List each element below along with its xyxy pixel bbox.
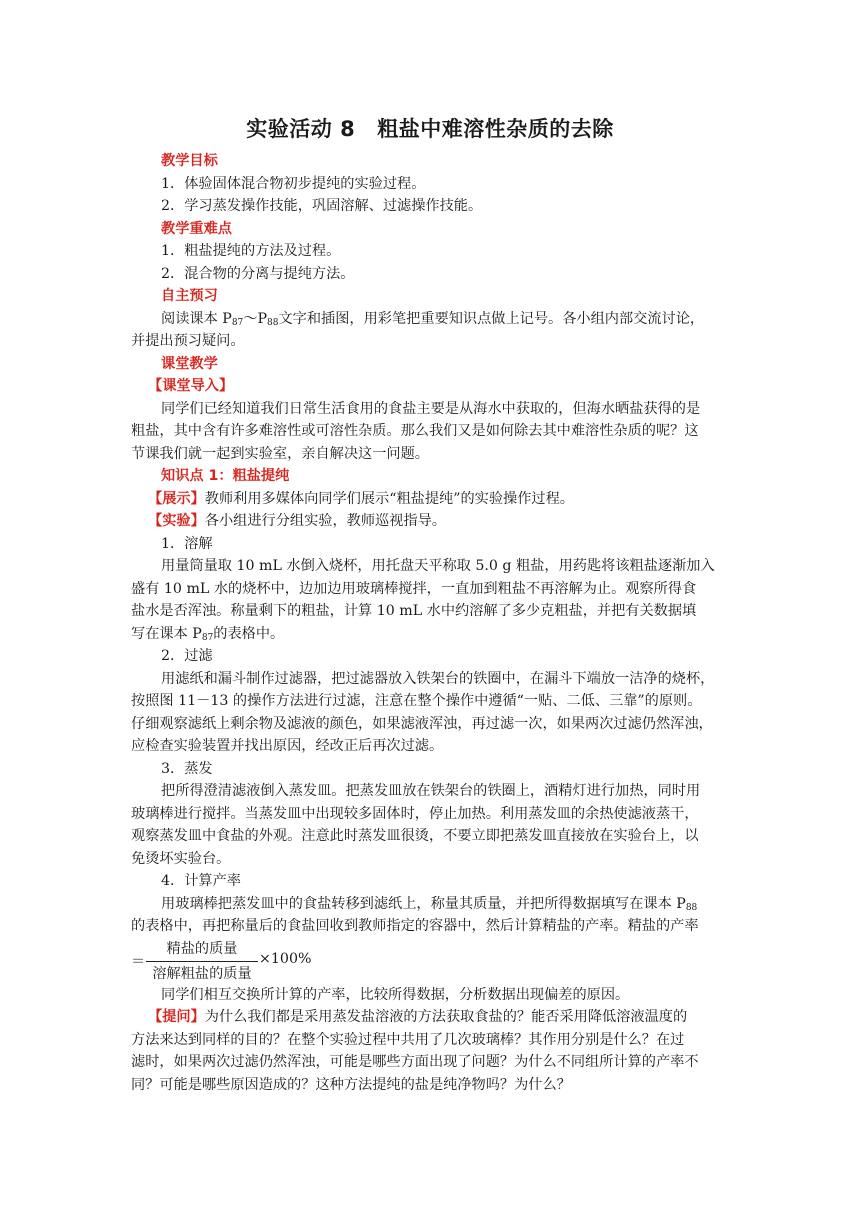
knowledge-point-1-heading: 知识点 1：粗盐提纯 [161,468,290,484]
document-body [131,150,731,1096]
step-4-heading: 4．计算产率 [161,873,241,889]
section-heading-key-points: 教学重难点 [161,220,232,237]
question-line-1: 【提问】为什么我们都是采用蒸发盐溶液的方法获取食盐的？能否采用降低溶液温度的 [148,1009,688,1025]
question-line-3: 滤时，如果两次过滤仍然浑浊，可能是哪些方面出现了问题？为什么不同组所计算的产率不 [131,1054,699,1070]
show-label: 【展示】 [148,490,205,507]
step-3-line-3: 观察蒸发皿中食盐的外观。注意此时蒸发皿很烫，不要立即把蒸发皿直接放在实验台上，以 [131,828,699,844]
formula-denominator: 溶解粗盐的质量 [152,965,252,982]
goal-item-1: 1．体验固体混合物初步提纯的实验过程。 [161,175,426,192]
fraction-bar [146,961,258,962]
step-1-line-4: 写在课本 $P_{87}$的表格中。 [131,625,285,643]
page-title [0,113,860,143]
step-2-heading: 2．过滤 [161,648,213,664]
title-topic: 粗盐中难溶性杂质的去除 [377,117,614,141]
experiment-line: 【实验】各小组进行分组实验，教师巡视指导。 [148,513,446,529]
formula-numerator: 精盐的质量 [166,940,238,957]
question-line-4: 同？可能是哪些原因造成的？这种方法提纯的盐是纯净物吗？为什么？ [131,1076,571,1093]
experiment-label: 【实验】 [148,513,205,529]
section-heading-preview: 自主预习 [161,288,218,304]
intro-heading: 【课堂导入】 [148,378,234,394]
step-3-line-4: 免烫坏实验台。 [131,850,231,867]
step-1-line-2: 盛有 10 mL 水的烧杯中，边加边用玻璃棒搅拌，一直加到粗盐不再溶解为止。观察所得食 [131,580,697,597]
question-label: 【提问】 [148,1009,205,1025]
preview-line-1: 阅读课本 $P_{87}\sim P_{88}$文字和插图，用彩笔把重要知识点做上记号。各小组内部交流讨论， [161,310,705,328]
intro-line-2: 粗盐，其中含有许多难溶性或可溶性杂质。那么我们又是如何除去其中难溶性杂质的呢？这 [131,423,699,439]
step-2-line-4: 应检查实验装置并找出原因，经改正后再次过滤。 [131,738,444,754]
key-point-item-2: 2．混合物的分离与提纯方法。 [161,265,355,282]
preview-line-2: 并提出预习疑问。 [131,333,245,349]
step-4-line-1: 用玻璃棒把蒸发皿中的食盐转移到滤纸上，称量其质量，并把所得数据填写在课本 $P_{88}$ [161,895,698,913]
section-heading-classroom: 课堂教学 [161,355,218,372]
step-3-line-1: 把所得澄清滤液倒入蒸发皿。把蒸发皿放在铁架台的铁圈上，酒精灯进行加热，同时用 [161,783,701,799]
title-number: 实验活动 8 [246,117,356,141]
yield-formula [131,938,731,984]
intro-line-1: 同学们已经知道我们日常生活食用的食盐主要是从海水中获取的，但海水晒盐获得的是 [161,400,701,417]
formula-percent: ×100% [259,950,312,967]
step-2-line-2: 按照图 11－13 的操作方法进行过滤，注意在整个操作中遵循“一贴、二低、三靠”的原则。 [131,693,702,709]
section-heading-goals: 教学目标 [161,153,218,169]
step-2-line-1: 用滤纸和漏斗制作过滤器，把过滤器放入铁架台的铁圈中，在漏斗下端放一洁净的烧杯， [161,670,715,687]
show-line: 【展示】教师利用多媒体向同学们展示“粗盐提纯”的实验操作过程。 [148,490,574,507]
goal-item-2: 2．学习蒸发操作技能，巩固溶解、过滤操作技能。 [161,198,483,214]
step-1-heading: 1．溶解 [161,535,213,552]
question-line-2: 方法来达到同样的目的？在整个实验过程中共用了几次玻璃棒？其作用分别是什么？在过 [131,1031,685,1048]
step-2-line-3: 仔细观察滤纸上剩余物及滤液的颜色，如果滤液浑浊，再过滤一次，如果两次过滤仍然浑浊， [131,715,713,732]
step-1-line-3: 盐水是否浑浊。称量剩下的粗盐，计算 10 mL 水中约溶解了多少克粗盐，并把有关数据填 [131,603,697,619]
intro-line-3: 节课我们就一起到实验室，亲自解决这一问题。 [131,445,429,462]
step-4-line-2: 的表格中，再把称量后的食盐回收到教师指定的容器中，然后计算精盐的产率。精盐的产率 [131,918,699,934]
formula-equals: ＝ [131,953,146,970]
step-1-line-1: 用量筒量取 10 mL 水倒入烧杯，用托盘天平称取 5.0 g 粗盐，用药匙将该粗盐逐渐加入 [161,558,715,574]
step-3-line-2: 玻璃棒进行搅拌。当蒸发皿中出现较多固体时，停止加热。利用蒸发皿的余热使滤液蒸干， [131,805,699,822]
step-3-heading: 3．蒸发 [161,760,213,777]
key-point-item-1: 1．粗盐提纯的方法及过程。 [161,243,341,259]
step-4-exchange: 同学们相互交换所计算的产率，比较所得数据，分析数据出现偏差的原因。 [161,986,630,1003]
